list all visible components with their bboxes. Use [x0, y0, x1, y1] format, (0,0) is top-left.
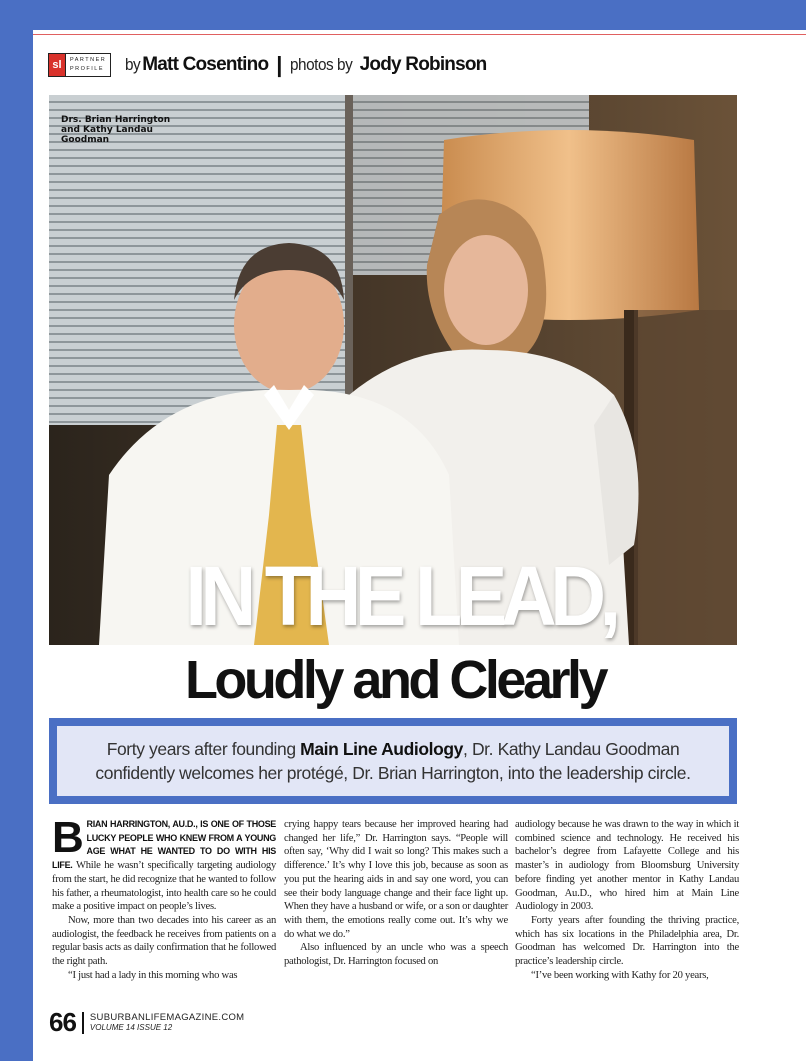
top-color-bar — [33, 0, 806, 30]
paragraph-4-start: Also influenced by an uncle who was a speech pathologist, Dr. Harrington focused on — [284, 942, 508, 968]
photos-prefix: photos by — [290, 55, 353, 74]
deck-post: , Dr. Kathy Landau Goodman — [463, 739, 680, 759]
paragraph-1 — [52, 813, 276, 914]
paragraph-2: Now, more than two decades into his career as an audiologist, the feedback he receives from patients on a regular basis acts as daily confirmation that he followed the right path. — [52, 914, 276, 968]
footer-text — [90, 1012, 244, 1033]
page-footer — [49, 1007, 244, 1038]
paragraph-1-rest: While he wasn’t specifically targeting audiology from the start, he did recognize that he wanted to follow his father, a rheumatologist, into health care so he could make a positive impact on people’s lives. — [52, 860, 276, 913]
paragraph-3-cont: crying happy tears because her improved hearing had changed her life,” Dr. Harrington says. “People will often say, ‘Why did I wait so long? This makes such a difference.’ It’s why I love this job, because as soon as you put the hearing aids in and say one word, you can see their body language change and their face light up. When they have a husband or wife, or a son or daughter with them, the emotions really come out. It’s why we do what we do.” — [284, 819, 508, 940]
left-color-bar — [0, 0, 33, 1061]
paragraph-6: “I’ve been working with Kathy for 20 years, — [531, 969, 709, 981]
footer-separator — [82, 1012, 84, 1034]
column-1 — [52, 813, 276, 982]
deck-box — [49, 718, 737, 804]
badge-line1: PARTNER — [70, 57, 107, 63]
headline-subtitle: Loudly and Clearly — [184, 650, 606, 710]
header-rule — [33, 34, 806, 35]
badge-line2: PROFILE — [70, 66, 105, 72]
photographer-name: Jody Robinson — [359, 54, 487, 75]
byline — [48, 50, 486, 80]
deck-line2: confidently welcomes her protégé, Dr. Brian Harrington, into the leadership circle. — [95, 763, 691, 783]
by-prefix: by — [125, 55, 141, 74]
deck-line1 — [107, 737, 680, 761]
article-body — [49, 813, 739, 988]
column-3 — [515, 818, 739, 982]
volume-issue: VOLUME 14 ISSUE 12 — [89, 1023, 173, 1032]
paragraph-3-start: “I just had a lady in this morning who was — [68, 969, 238, 981]
magazine-site: SUBURBANLIFEMAGAZINE.COM — [89, 1012, 245, 1023]
partner-profile-badge — [48, 53, 111, 77]
paragraph-4-cont: audiology because he was drawn to the way in which it combined science and technology. He received his bachelor’s degree from Lafayette College and his master’s in audiology from Bloomsburg University before finding yet another mentor in Kathy Landau Goodman, Au.D., who hired him at Main Line Audiology in 2003. — [515, 819, 739, 913]
photo-caption: Drs. Brian Harrington and Kathy Landau Goodman — [61, 115, 171, 145]
badge-label — [66, 53, 111, 77]
deck-practice-name: Main Line Audiology — [300, 739, 464, 759]
headline-title: IN THE LEAD, — [185, 549, 615, 643]
deck-text — [57, 726, 729, 796]
lead-in: RIAN HARRINGTON, AU.D., IS ONE OF THOSE LUCKY PEOPLE WHO KNEW FROM A YOUNG AGE WHAT HE WANTED TO DO WITH HIS LIFE. — [52, 819, 276, 871]
paragraph-5: Forty years after founding the thriving practice, which has six locations in the Philadelphia area, Dr. Goodman has welcomed Dr. Harrington into the practice’s leadership circle. — [515, 914, 739, 968]
column-2 — [284, 818, 508, 969]
page-number: 66 — [49, 1007, 76, 1037]
author-name: Matt Cosentino — [142, 54, 269, 75]
sl-logo-icon: sl — [48, 53, 66, 77]
drop-cap: B — [52, 813, 84, 862]
deck-pre: Forty years after founding — [106, 739, 301, 759]
byline-separator: | — [276, 52, 283, 77]
